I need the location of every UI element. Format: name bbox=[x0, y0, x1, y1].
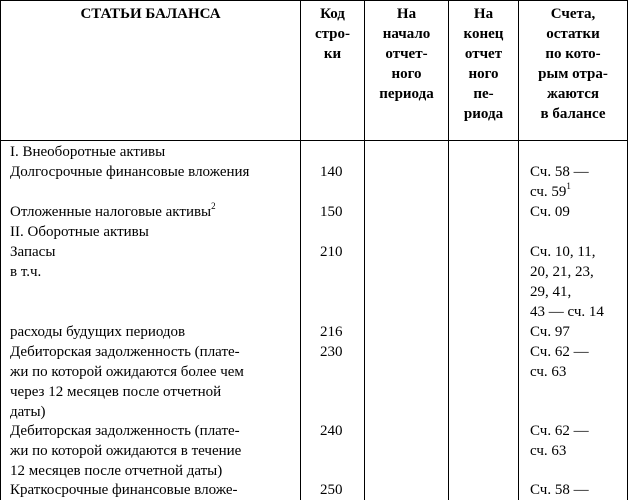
row-accounts: Сч. 62 — сч. 63 bbox=[530, 423, 589, 459]
table-row-label: Дебиторская задолженность (плате- жи по которой ожидаются более чем через 12 месяцев после отчетной даты) bbox=[10, 344, 244, 420]
row-code: 250 bbox=[320, 482, 343, 498]
row-accounts: Сч. 62 — сч. 63 bbox=[530, 344, 589, 380]
column-divider bbox=[300, 0, 301, 500]
row-accounts: Сч. 10, 11, 20, 21, 23, 29, 41, 43 — сч. 14 bbox=[530, 244, 604, 320]
row-accounts: Сч. 97 bbox=[530, 324, 570, 340]
table-row-label: Отложенные налоговые активы$^2$ bbox=[10, 201, 216, 220]
section-title: II. Оборотные активы bbox=[10, 224, 149, 240]
row-code: 150 bbox=[320, 204, 343, 220]
table-row-label: Дебиторская задолженность (плате- жи по которой ожидаются в течение 12 месяцев после отчетной даты) bbox=[10, 423, 242, 479]
row-code: 216 bbox=[320, 324, 343, 340]
row-code: 140 bbox=[320, 164, 343, 180]
table-row-label: Долгосрочные финансовые вложения bbox=[10, 164, 250, 180]
row-code: 210 bbox=[320, 244, 343, 260]
table-row-label: Запасы в т.ч. bbox=[10, 244, 56, 280]
header-period-end: На конец отчет ного пе- риода bbox=[463, 6, 504, 122]
footnote-mark: 1 bbox=[566, 181, 571, 191]
row-accounts: Сч. 09 bbox=[530, 204, 570, 220]
table-row-label: расходы будущих периодов bbox=[10, 324, 186, 340]
header-code: Код стро- ки bbox=[314, 6, 351, 62]
footnote-mark: 2 bbox=[211, 201, 216, 211]
row-code: 230 bbox=[320, 344, 343, 360]
header-period-start: На начало отчет- ного периода bbox=[379, 6, 434, 102]
row-accounts: Сч. 58 — bbox=[530, 482, 589, 498]
table-border-top bbox=[0, 0, 628, 1]
header-accounts: Счета, остатки по кото- рым отра- жаются в балансе bbox=[538, 6, 608, 122]
table-border-left bbox=[0, 0, 1, 500]
table-row-label: Краткосрочные финансовые вложе- bbox=[10, 482, 238, 498]
section-title: I. Внеоборотные активы bbox=[10, 144, 166, 160]
header-divider bbox=[0, 140, 628, 141]
row-code: 240 bbox=[320, 423, 343, 439]
row-accounts: Сч. 58 — сч. $59^1$ bbox=[530, 164, 589, 200]
header-articles: СТАТЬИ БАЛАНСА bbox=[80, 6, 221, 22]
